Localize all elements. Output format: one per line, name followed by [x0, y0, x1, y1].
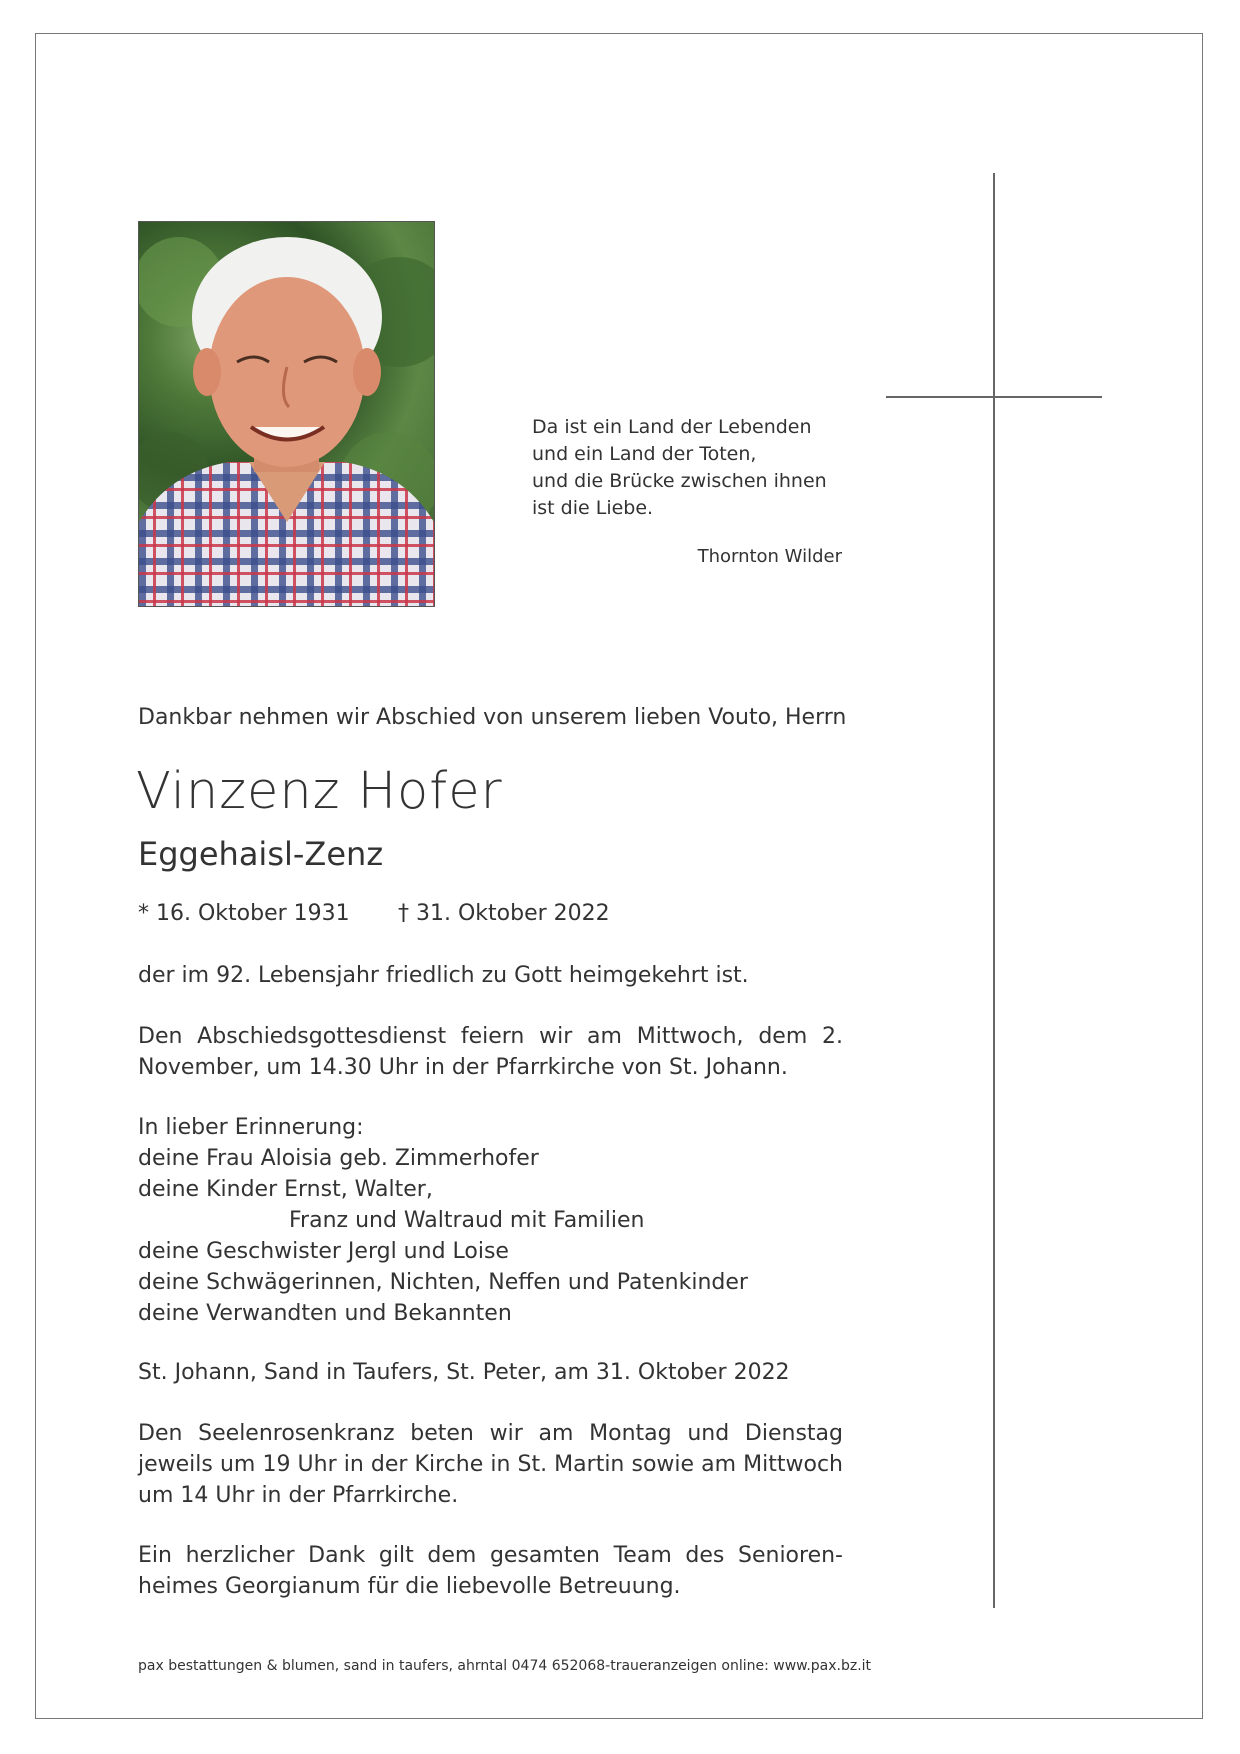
rosary-announcement: Den Seelenrosenkranz beten wir am Montag und Dienstag jeweils um 19 Uhr in der Kirche in St. Martin sowie am Mittwoch um 14 Uhr in der Pfarrkirche.	[138, 1421, 843, 1508]
portrait-photo	[138, 221, 435, 607]
memorial-quote	[532, 414, 842, 522]
family-member: deine Geschwister Jergl und Loise	[138, 1239, 509, 1264]
deceased-nickname: Eggehaisl-Zenz	[138, 835, 384, 873]
deceased-name: Vinzenz Hofer	[136, 762, 503, 821]
footer-imprint: pax bestattungen & blumen, sand in taufers, ahrntal 0474 652068-traueranzeigen online: www.pax.bz.it	[138, 1658, 872, 1674]
family-member: deine Frau Aloisia geb. Zimmerhofer	[138, 1146, 539, 1171]
quote-line: Da ist ein Land der Lebenden	[532, 416, 812, 438]
family-member: deine Kinder Ernst, Walter,	[138, 1177, 433, 1202]
intro-text: Dankbar nehmen wir Abschied von unserem lieben Vouto, Herrn	[138, 705, 847, 730]
family-member: deine Schwägerinnen, Nichten, Neffen und Patenkinder	[138, 1270, 748, 1295]
quote-line: und ein Land der Toten,	[532, 443, 757, 465]
family-list	[138, 1112, 843, 1329]
place-and-date: St. Johann, Sand in Taufers, St. Peter, am 31. Oktober 2022	[138, 1360, 790, 1385]
service-announcement: Den Abschiedsgottesdienst feiern wir am Mittwoch, dem 2. November, um 14.30 Uhr in der Pfarrkirche von St. Johann.	[138, 1024, 843, 1080]
family-member: deine Verwandten und Bekannten	[138, 1301, 512, 1326]
cross-horizontal-line	[886, 396, 1102, 398]
quote-author: Thornton Wilder	[697, 546, 842, 567]
life-dates	[138, 898, 843, 929]
age-line: der im 92. Lebensjahr friedlich zu Gott heimgekehrt ist.	[138, 963, 749, 988]
quote-line: und die Brücke zwischen ihnen	[532, 470, 827, 492]
quote-line: ist die Liebe.	[532, 497, 654, 519]
death-date: † 31. Oktober 2022	[398, 901, 610, 926]
thanks-text: Ein herzlicher Dank gilt dem gesamten Team des Senioren-heimes Georgianum für die liebevolle Betreuung.	[138, 1543, 843, 1599]
family-heading: In lieber Erinnerung:	[138, 1115, 364, 1140]
family-member: Franz und Waltraud mit Familien	[289, 1208, 645, 1233]
birth-date: * 16. Oktober 1931	[138, 901, 350, 926]
cross-vertical-line	[993, 173, 995, 1608]
portrait-illustration	[139, 222, 434, 606]
